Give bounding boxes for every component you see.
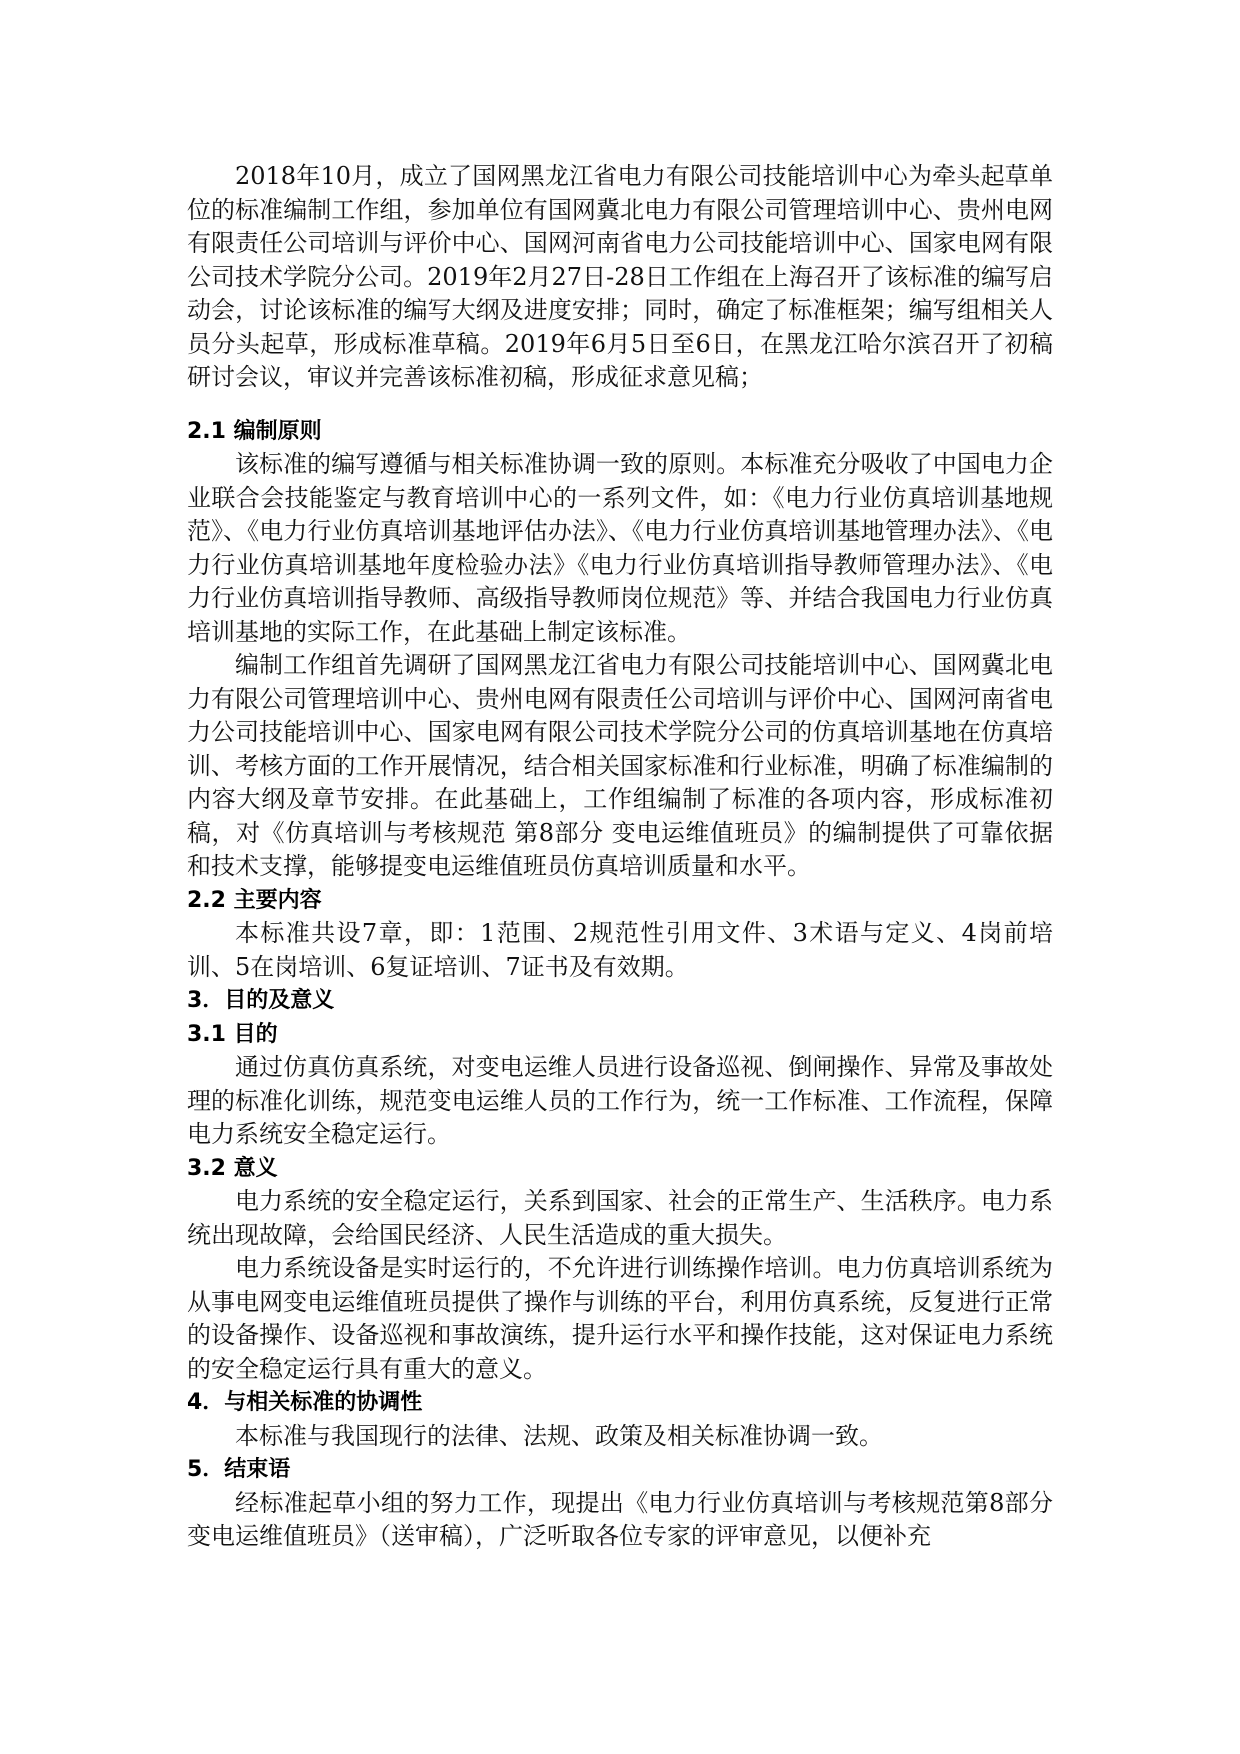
section-heading-3-2: 3.2 意义	[187, 1155, 278, 1181]
section-2-1-paragraph-2: 编制工作组首先调研了国网黑龙江省电力有限公司技能培训中心、国网冀北电力有限公司管理培训中心、贵州电网有限责任公司培训与评价中心、国网河南省电力公司技能培训中心、国家电网有限公司技术学院分公司的仿真培训基地在仿真培训、考核方面的工作开展情况，结合相关国家标准和行业标准，明确了标准编制的内容大纲及章节安排。在此基础上，工作组编制了标准的各项内容，形成标准初稿，对《仿真培训与考核规范 第8部分 变电运维值班员》的编制提供了可靠依据和技术支撑，能够提变电运维值班员仿真培训质量和水平。	[187, 651, 1053, 880]
section-heading-2-2: 2.2 主要内容	[187, 887, 322, 913]
section-3-1-paragraph-1: 通过仿真仿真系统，对变电运维人员进行设备巡视、倒闸操作、异常及事故处理的标准化训练，规范变电运维人员的工作行为，统一工作标准、工作流程，保障电力系统安全稳定运行。	[187, 1053, 1053, 1148]
section-heading-4: 4．与相关标准的协调性	[187, 1390, 423, 1415]
section-3-2-paragraph-2: 电力系统设备是实时运行的，不允许进行训练操作培训。电力仿真培训系统为从事电网变电运维值班员提供了操作与训练的平台，利用仿真系统，反复进行正常的设备操作、设备巡视和事故演练，提升运行水平和操作技能，这对保证电力系统的安全稳定运行具有重大的意义。	[187, 1254, 1053, 1383]
document-body	[187, 160, 1053, 1554]
section-gap	[187, 395, 1053, 415]
section-4-paragraph-1: 本标准与我国现行的法律、法规、政策及相关标准协调一致。	[235, 1421, 883, 1450]
section-heading-3: 3．目的及意义	[187, 988, 335, 1013]
section-heading-2-1: 2.1 编制原则	[187, 418, 322, 444]
section-2-1-paragraph-1: 该标准的编写遵循与相关标准协调一致的原则。本标准充分吸收了中国电力企业联合会技能鉴定与教育培训中心的一系列文件，如：《电力行业仿真培训基地规范》、《电力行业仿真培训基地评估办法》、《电力行业仿真培训基地管理办法》、《电力行业仿真培训基地年度检验办法》《电力行业仿真培训指导教师管理办法》、《电力行业仿真培训指导教师、高级指导教师岗位规范》等、并结合我国电力行业仿真培训基地的实际工作，在此基础上制定该标准。	[187, 450, 1053, 646]
section-heading-3-1: 3.1 目的	[187, 1021, 278, 1047]
section-3-2-paragraph-1: 电力系统的安全稳定运行，关系到国家、社会的正常生产、生活秩序。电力系统出现故障，会给国民经济、人民生活造成的重大损失。	[187, 1187, 1053, 1249]
intro-paragraph: 2018年10月，成立了国网黑龙江省电力有限公司技能培训中心为牵头起草单位的标准编制工作组，参加单位有国网冀北电力有限公司管理培训中心、贵州电网有限责任公司培训与评价中心、国网河南省电力公司技能培训中心、国家电网有限公司技术学院分公司。2019年2月27日-28日工作组在上海召开了该标准的编写启动会，讨论该标准的编写大纲及进度安排；同时，确定了标准框架；编写组相关人员分头起草，形成标准草稿。2019年6月5日至6日，在黑龙江哈尔滨召开了初稿研讨会议，审议并完善该标准初稿，形成征求意见稿；	[187, 162, 1053, 391]
section-heading-5: 5．结束语	[187, 1457, 291, 1482]
section-5-paragraph-1: 经标准起草小组的努力工作，现提出《电力行业仿真培训与考核规范第8部分 变电运维值班员》（送审稿），广泛听取各位专家的评审意见，以便补充	[187, 1488, 1053, 1550]
section-2-2-paragraph-1: 本标准共设7章，即：1范围、2规范性引用文件、3术语与定义、4岗前培训、5在岗培训、6复证培训、7证书及有效期。	[187, 919, 1053, 981]
